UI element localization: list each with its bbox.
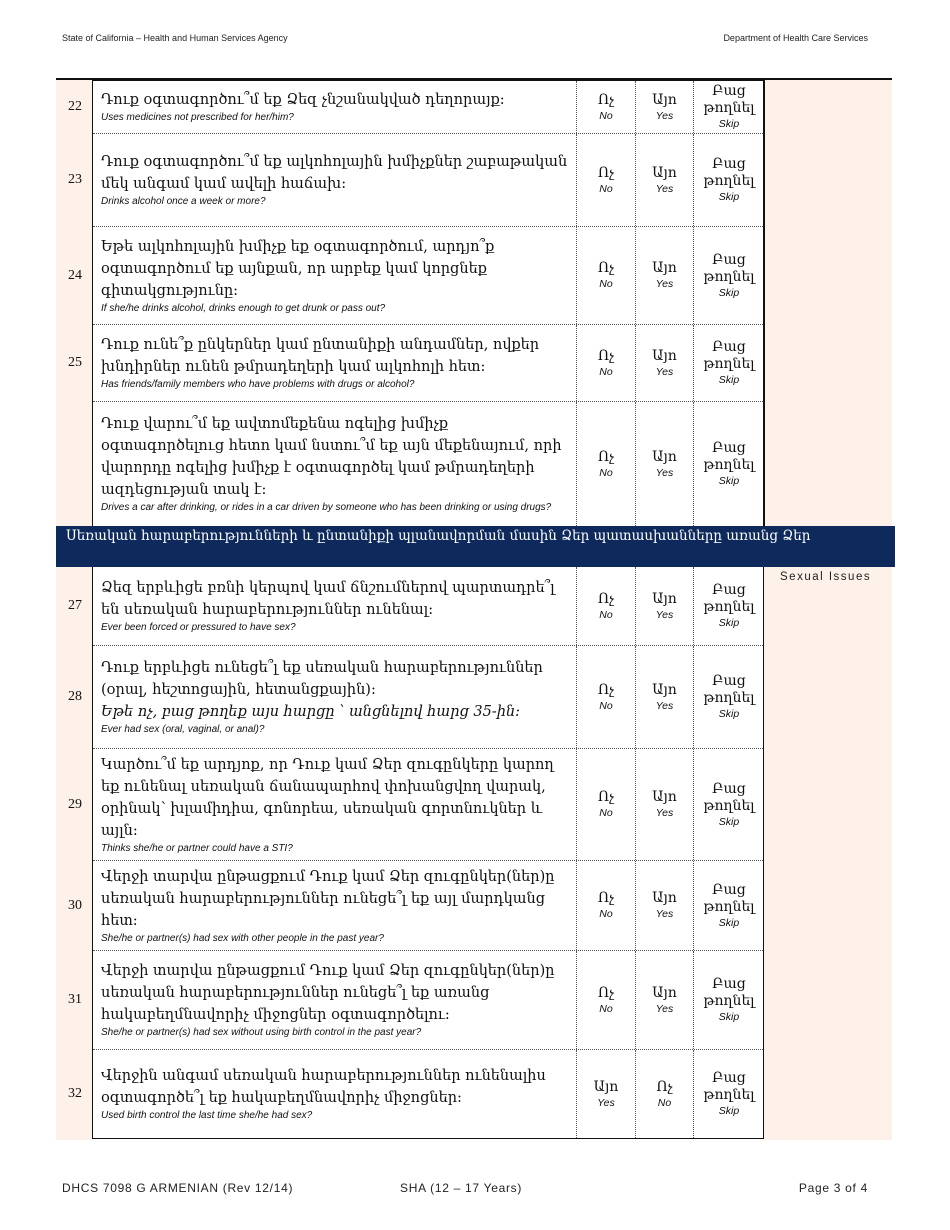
question-english: She/he or partner(s) had sex with other people in the past year? xyxy=(101,932,384,944)
option-english: Yes xyxy=(655,807,674,819)
question-armenian: Եթե ալկոհոլային խմիչք եք օգտագործում, արդյո՞ք օգտագործում եք այնքան, որ արբեք կամ կորցնեք գիտակցությունը: xyxy=(101,238,495,299)
option-armenian: Այո xyxy=(652,590,677,607)
question-number: 25 xyxy=(68,355,82,370)
answer-option-skip[interactable] xyxy=(693,1050,764,1138)
answer-option-skip[interactable] xyxy=(693,567,764,645)
answer-option-skip[interactable] xyxy=(693,646,764,748)
option-armenian: Բաց թողնել xyxy=(703,339,755,372)
question-text xyxy=(101,81,571,133)
option-armenian: Այո xyxy=(593,1078,619,1095)
option-armenian: Այո xyxy=(652,91,677,108)
question-armenian: Դուք օգտագործու՞մ եք ալկոհոլային խմիչքներ շաբաթական մեկ անգամ կամ ավելի հաճախ: xyxy=(101,154,568,192)
question-row xyxy=(68,1050,763,1138)
question-english: She/he or partner(s) had sex without using birth control in the past year? xyxy=(101,1027,422,1038)
option-english: No xyxy=(599,908,613,920)
question-row xyxy=(68,749,763,861)
question-english: Uses medicines not prescribed for her/him? xyxy=(101,112,294,123)
section-banner: Սեռական հարաբերությունների և ընտանիքի պլանավորման մասին Ձեր պատասխանները առանց Ձեր xyxy=(56,526,895,567)
question-english: Has friends/family members who have problems with drugs or alcohol? xyxy=(101,379,415,390)
question-text xyxy=(101,227,571,324)
option-armenian: Այո xyxy=(652,681,677,698)
question-text xyxy=(101,861,571,950)
questions-table xyxy=(68,567,764,1139)
question-number: 22 xyxy=(68,99,82,114)
questions-block-sexual xyxy=(56,567,892,1140)
option-english: No xyxy=(599,1002,613,1015)
answer-option-yes[interactable] xyxy=(635,325,693,401)
option-english: Skip xyxy=(718,815,740,828)
question-english: Drives a car after drinking, or rides in a car driven by someone who has been drinking or using drugs? xyxy=(101,502,552,513)
option-english: No xyxy=(599,699,613,712)
option-armenian: Այո xyxy=(652,448,677,465)
option-english: No xyxy=(599,182,613,195)
answer-option-skip[interactable] xyxy=(693,227,764,324)
question-row xyxy=(68,325,763,402)
option-armenian: Բաց թողնել xyxy=(703,780,755,814)
section-label-sexual-issues: Sexual Issues xyxy=(780,571,872,583)
question-english: Ever had sex (oral, vaginal, or anal)? xyxy=(101,724,265,735)
questions-block-substance xyxy=(56,80,892,526)
question-text xyxy=(101,402,571,526)
question-row xyxy=(68,227,763,325)
question-number: 31 xyxy=(68,992,82,1007)
option-armenian: Ոչ xyxy=(597,91,615,108)
topic-column xyxy=(764,80,892,526)
option-armenian: Այո xyxy=(652,984,677,1001)
question-armenian: Դուք օգտագործու՞մ եք Ձեզ չնշանակված դեղորայք: xyxy=(101,92,505,108)
option-english: Skip xyxy=(718,286,740,299)
header-agency: State of California – Health and Human Services Agency xyxy=(62,33,288,43)
question-english: Used birth control the last time she/he had sex? xyxy=(101,1110,313,1121)
question-english: Thinks she/he or partner could have a STI? xyxy=(101,842,293,854)
option-english: Yes xyxy=(655,466,674,479)
answer-option-yes[interactable] xyxy=(576,1050,635,1138)
answer-option-yes[interactable] xyxy=(635,227,693,324)
option-english: Yes xyxy=(655,182,674,195)
questions-table xyxy=(68,80,764,526)
question-row xyxy=(93,402,763,526)
footer-form-title: SHA (12 – 17 Years) xyxy=(400,1181,523,1195)
answer-option-skip[interactable] xyxy=(693,749,764,860)
question-armenian: Դուք ունե՞ք ընկերներ կամ ընտանիքի անդամներ, ովքեր խնդիրներ ունեն թմրադեղերի կամ ալկոհոլի հետ: xyxy=(101,337,540,375)
option-english: Skip xyxy=(718,708,740,720)
answer-option-yes[interactable] xyxy=(635,567,693,645)
option-english: Yes xyxy=(597,1096,615,1109)
question-text xyxy=(101,646,571,748)
option-english: Skip xyxy=(718,118,740,130)
option-english: Yes xyxy=(655,365,674,378)
question-row xyxy=(68,81,763,134)
option-armenian: Այո xyxy=(652,789,677,805)
question-english: Drinks alcohol once a week or more? xyxy=(101,196,266,207)
footer-page-number: Page 3 of 4 xyxy=(798,1181,868,1195)
question-armenian: Դուք վարու՞մ եք ավտոմեքենա ոգելից խմիչք օգտագործելուց հետո կամ նստու՞մ եք այն մեքենայում, որի վարորդը ոգելից խմիչք է օգտագործել կամ թմրադեղերի ազդեցության տակ է: xyxy=(101,416,562,498)
option-armenian: Ոչ xyxy=(597,681,615,698)
question-armenian: Ձեզ երբևիցե բռնի կերպով կամ ճնշումներով պարտադրե՞լ են սեռական հարաբերություններ ունենալ: xyxy=(101,580,555,618)
option-english: Skip xyxy=(718,1105,740,1117)
question-text xyxy=(101,567,571,645)
answer-option-skip[interactable] xyxy=(693,861,764,950)
option-armenian: Ոչ xyxy=(597,984,615,1001)
topic-column xyxy=(764,567,892,1140)
option-armenian: Ոչ xyxy=(597,590,615,607)
option-english: Skip xyxy=(718,617,740,629)
question-number: 32 xyxy=(68,1086,82,1101)
option-armenian: Բաց թողնել xyxy=(703,881,755,915)
answer-option-skip[interactable] xyxy=(693,951,764,1049)
question-text xyxy=(101,1050,571,1138)
option-english: Skip xyxy=(718,475,740,487)
option-armenian: Բաց թողնել xyxy=(703,440,755,473)
question-number: 28 xyxy=(68,689,82,704)
option-english: Yes xyxy=(655,109,674,122)
option-armenian: Բաց թողնել xyxy=(703,582,755,615)
answer-option-no[interactable] xyxy=(576,227,635,324)
answer-option-no[interactable] xyxy=(576,567,635,645)
option-english: Skip xyxy=(718,916,740,929)
answer-option-no[interactable] xyxy=(576,81,635,133)
answer-option-skip[interactable] xyxy=(693,134,764,226)
option-armenian: Բաց թողնել xyxy=(703,1070,755,1103)
question-english: If she/he drinks alcohol, drinks enough to get drunk or pass out? xyxy=(101,302,386,314)
question-text xyxy=(101,749,571,860)
footer-form-id: DHCS 7098 G ARMENIAN (Rev 12/14) xyxy=(62,1181,294,1195)
question-number: 23 xyxy=(68,172,82,187)
question-text xyxy=(101,325,571,401)
question-number: 27 xyxy=(68,598,82,613)
question-row xyxy=(68,951,763,1050)
option-armenian: Բաց թողնել xyxy=(703,251,755,285)
option-english: Skip xyxy=(718,191,740,203)
option-armenian: Ոչ xyxy=(597,347,615,364)
option-armenian: Ոչ xyxy=(597,890,615,906)
option-armenian: Այո xyxy=(652,164,677,181)
answer-option-no[interactable] xyxy=(576,861,635,950)
option-english: Skip xyxy=(718,1011,740,1023)
question-row xyxy=(68,646,763,749)
option-english: No xyxy=(599,466,613,479)
answer-option-skip[interactable] xyxy=(693,402,764,526)
answer-option-no[interactable] xyxy=(635,1050,693,1138)
question-text xyxy=(101,951,571,1049)
question-english: Ever been forced or pressured to have sex? xyxy=(101,622,296,633)
header-department: Department of Health Care Services xyxy=(723,33,868,43)
answer-option-no[interactable] xyxy=(576,951,635,1049)
question-row xyxy=(68,861,763,951)
answer-option-yes[interactable] xyxy=(635,134,693,226)
option-english: Yes xyxy=(655,1002,674,1015)
question-armenian: Վերջին անգամ սեռական հարաբերություններ ունենալիս օգտագործե՞լ եք հակաբեղմնավորիչ միջոցներ: xyxy=(101,1068,546,1106)
question-armenian: Վերջի տարվա ընթացքում Դուք կամ Ձեր զուգընկեր(ներ)ը սեռական հարաբերություններ ունեցե՞լ եք առանց հակաբեղմնավորիչ միջոցներ օգտագործելու: xyxy=(101,963,555,1023)
option-armenian: Այո xyxy=(652,347,677,364)
answer-option-skip[interactable] xyxy=(693,325,764,401)
question-armenian-instruction: Եթե ոչ, բաց թողեք այս հարցը ՝ անցնելով հարց 35-ին: xyxy=(101,704,521,720)
option-english: No xyxy=(599,278,613,290)
option-english: Yes xyxy=(655,908,674,920)
answer-option-yes[interactable] xyxy=(635,861,693,950)
option-armenian: Ոչ xyxy=(597,260,615,276)
question-armenian: Կարծու՞մ եք արդյոք, որ Դուք կամ Ձեր զուգընկերը կարող եք ունենալ սեռական ճանապարհով փոխանցվող վարակ, օրինակ՝ խլամիդիա, գոնորեա, սեռական գորտնուկներ և այլն: xyxy=(101,756,554,839)
option-english: No xyxy=(599,608,613,621)
option-armenian: Բաց թողնել xyxy=(703,83,755,116)
question-armenian: Դուք երբևիցե ունեցե՞լ եք սեռական հարաբերություններ (օրալ, հեշտոցային, հետանցքային): xyxy=(101,660,543,698)
answer-option-no[interactable] xyxy=(576,325,635,401)
option-english: No xyxy=(599,807,613,819)
option-armenian: Այո xyxy=(652,260,677,276)
answer-option-no[interactable] xyxy=(576,402,635,526)
answer-option-no[interactable] xyxy=(576,646,635,748)
option-english: No xyxy=(599,109,613,122)
option-armenian: Այո xyxy=(652,890,677,906)
question-number xyxy=(57,402,93,526)
option-armenian: Ոչ xyxy=(656,1078,673,1095)
answer-option-no[interactable] xyxy=(576,749,635,860)
option-english: Skip xyxy=(718,374,740,386)
option-english: Yes xyxy=(655,699,674,712)
question-text xyxy=(101,134,571,226)
option-armenian: Բաց թողնել xyxy=(703,156,755,189)
question-row xyxy=(68,567,763,646)
question-number: 30 xyxy=(68,897,82,913)
option-armenian: Ոչ xyxy=(597,164,615,181)
question-number: 29 xyxy=(68,796,82,812)
question-number: 24 xyxy=(68,267,82,283)
question-row xyxy=(68,134,763,227)
option-english: Yes xyxy=(655,608,674,621)
answer-option-yes[interactable] xyxy=(635,749,693,860)
option-armenian: Բաց թողնել xyxy=(703,673,755,706)
option-english: Yes xyxy=(655,278,674,290)
option-english: No xyxy=(599,365,613,378)
option-armenian: Ոչ xyxy=(597,789,615,805)
answer-option-yes[interactable] xyxy=(635,402,693,526)
answer-option-no[interactable] xyxy=(576,134,635,226)
option-english: No xyxy=(657,1096,672,1109)
answer-option-yes[interactable] xyxy=(635,646,693,748)
option-armenian: Ոչ xyxy=(597,448,615,465)
answer-option-skip[interactable] xyxy=(693,81,764,133)
question-armenian: Վերջի տարվա ընթացքում Դուք կամ Ձեր զուգընկեր(ներ)ը սեռական հարաբերություններ ունեցե՞լ եք այլ մարդկանց հետ: xyxy=(101,868,555,929)
option-armenian: Բաց թողնել xyxy=(703,976,755,1009)
answer-option-yes[interactable] xyxy=(635,81,693,133)
answer-option-yes[interactable] xyxy=(635,951,693,1049)
